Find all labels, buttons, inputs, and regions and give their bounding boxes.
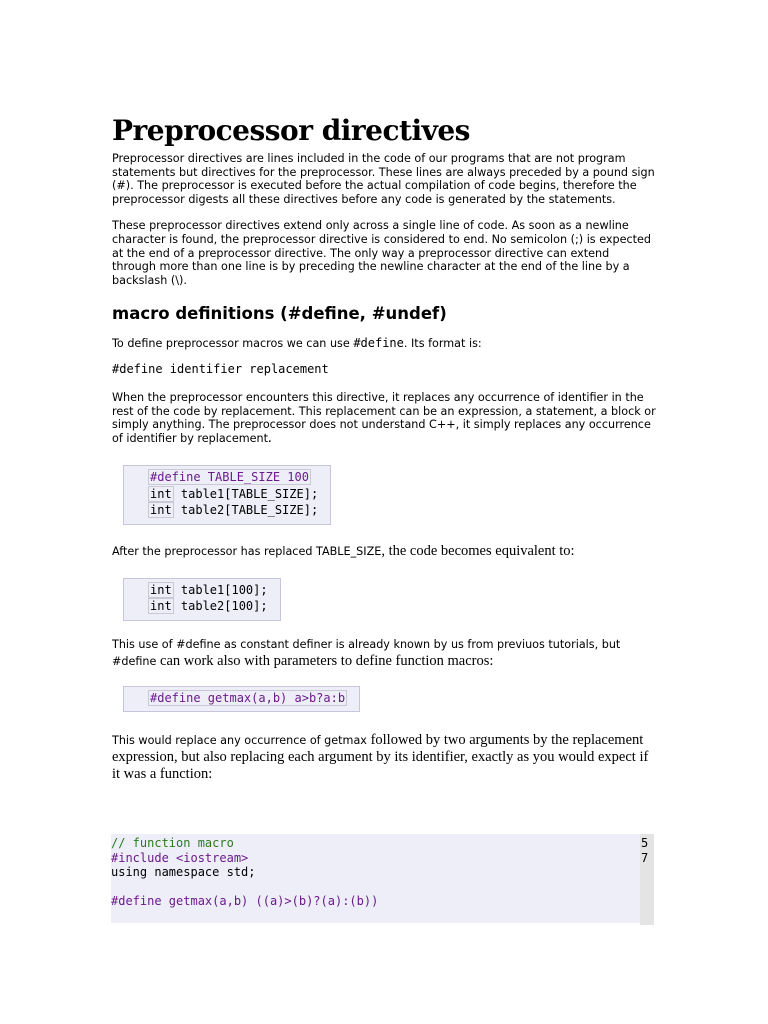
code-line-rest: table2[100]; xyxy=(173,599,268,614)
explanation-paragraph xyxy=(112,391,656,445)
code-line-rest: table1[TABLE_SIZE]; xyxy=(173,486,319,501)
code-keyword-int: int xyxy=(150,486,172,501)
intro-paragraph-2: These preprocessor directives extend only across a single line of code. As soon as a newline character is found, the preprocessor directive is considered to end. No semicolon (;) is expected at the end of a preprocessor directive. The only way a preprocessor directive can extend through more than one line is by preceding the newline character at the end of the line by a backslash (\). xyxy=(112,219,652,287)
code-keyword-int: int xyxy=(150,582,172,597)
define-intro-before: To define preprocessor macros we can use xyxy=(112,337,354,351)
line-number: 7 xyxy=(641,850,649,865)
code-example-3 xyxy=(123,686,360,713)
code-keyword-int: int xyxy=(150,503,172,518)
line-number: 5 xyxy=(641,836,649,850)
section-heading: macro definitions (#define, #undef) xyxy=(112,304,447,324)
would-text-sans: This would replace any occurrence of getmax xyxy=(112,734,367,748)
use-text-define: #define xyxy=(112,654,157,668)
define-intro-after: . Its format is: xyxy=(403,337,482,351)
code-keyword-int: int xyxy=(150,599,172,614)
define-keyword: #define xyxy=(353,336,404,351)
after-text-serif: , the code becomes equivalent to: xyxy=(381,542,575,559)
code-example-1 xyxy=(123,465,331,525)
line-number-gutter xyxy=(640,834,654,925)
code-line-rest: table1[100]; xyxy=(173,582,268,597)
listing-line: #define getmax(a,b) ((a)>(b)?(a):(b)) xyxy=(111,894,379,909)
listing-line: // function macro xyxy=(111,836,234,850)
use-text-line1: This use of #define as constant definer is already known by us from previuos tutorials, but xyxy=(112,637,621,651)
would-text-serif: followed by two arguments by the replacement expression, but also replacing each argument by its identifier, exactly as you would expect if it was a function: xyxy=(112,732,649,783)
use-paragraph xyxy=(112,637,656,670)
page-title: Preprocessor directives xyxy=(112,114,470,147)
after-paragraph xyxy=(112,543,656,560)
code-line-rest: table2[TABLE_SIZE]; xyxy=(173,503,319,518)
code-line-getmax: #define getmax(a,b) a>b?a:b xyxy=(150,690,346,705)
explanation-period: . xyxy=(267,429,272,446)
code-listing xyxy=(111,834,654,923)
use-text-serif: can work also with parameters to define function macros: xyxy=(156,652,494,669)
would-paragraph xyxy=(112,732,656,783)
code-example-2 xyxy=(123,578,281,621)
article xyxy=(112,114,656,797)
explanation-text: When the preprocessor encounters this directive, it replaces any occurrence of identifier in the rest of the code by replacement. This replacement can be an expression, a statement, a block or simply anything. The preprocessor does not understand C++, it simply replaces any occurrence of identifier by replacement xyxy=(112,390,656,445)
listing-line: using namespace std; xyxy=(111,865,256,880)
intro-paragraph-1: Preprocessor directives are lines included in the code of our programs that are not program statements but directives for the preprocessor. These lines are always preceded by a pound sign (#). The preprocessor is executed before the actual compilation of code begins, therefore the preprocessor digests all these directives before any code is generated by the statements. xyxy=(112,152,655,206)
define-intro xyxy=(112,337,656,351)
listing-line: #include <iostream> xyxy=(111,850,249,865)
after-text-sans: After the preprocessor has replaced TABLE_SIZE xyxy=(112,544,382,558)
code-line-define: #define TABLE_SIZE 100 xyxy=(150,470,309,485)
listing-line xyxy=(111,880,378,895)
syntax-line: #define identifier replacement xyxy=(112,361,329,376)
